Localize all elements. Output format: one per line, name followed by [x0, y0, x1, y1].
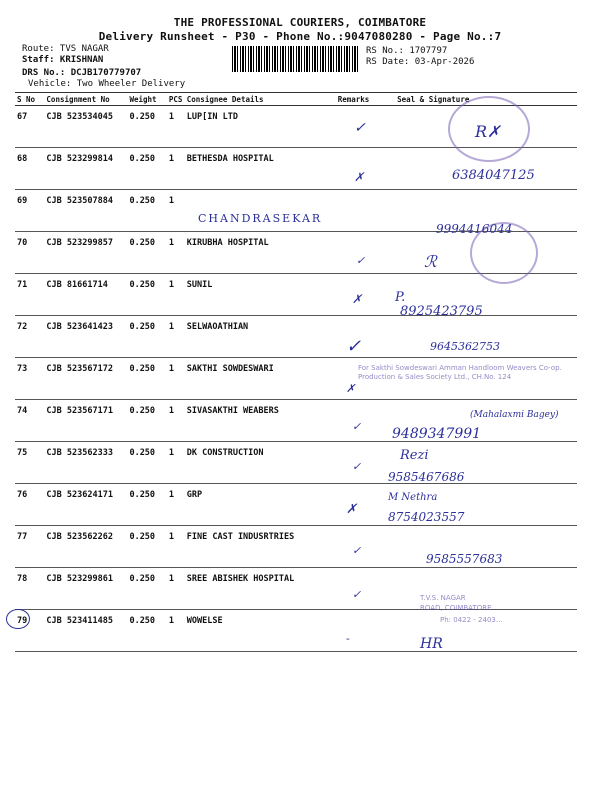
- sno: 76: [15, 484, 44, 526]
- col-remarks: Remarks: [336, 93, 379, 106]
- pcs: 1: [167, 442, 185, 484]
- consignment-no: CJB 523567171: [44, 400, 127, 442]
- sno: 75: [15, 442, 44, 484]
- weight: 0.250: [127, 610, 166, 652]
- pcs: 1: [167, 274, 185, 316]
- remark-mark: ✗: [346, 382, 356, 395]
- handwritten-phone-74: 9489347991: [392, 426, 482, 442]
- consignee: WOWELSE: [185, 610, 336, 652]
- col-pcs: PCS: [167, 93, 185, 106]
- col-consignee: Consignee Details: [185, 93, 336, 106]
- remark-mark: ✓: [352, 420, 362, 433]
- sno: 68: [15, 148, 44, 190]
- sno: 67: [15, 106, 44, 148]
- pcs: 1: [167, 484, 185, 526]
- handwritten-name-71: P.: [395, 290, 406, 305]
- route-label: Route: TVS NAGAR: [22, 44, 109, 54]
- handwritten-consignee-69: CHANDRASEKAR: [198, 212, 323, 225]
- consignment-no: CJB 523641423: [44, 316, 127, 358]
- weight: 0.250: [127, 358, 166, 400]
- pcs: 1: [167, 316, 185, 358]
- sno: 73: [15, 358, 44, 400]
- remark-mark: ✗: [354, 170, 365, 184]
- sno: 72: [15, 316, 44, 358]
- col-sno: S No: [15, 93, 44, 106]
- signature-scribble: R✗: [475, 122, 501, 141]
- consignment-no: CJB 523299861: [44, 568, 127, 610]
- remark-mark: ✓: [354, 120, 366, 136]
- consignee: SELWAOATHIAN: [185, 316, 336, 358]
- handwritten-phone-68: 6384047125: [452, 168, 535, 183]
- col-weight: Weight: [127, 93, 166, 106]
- consignee: LUP[IN LTD: [185, 106, 336, 148]
- consignment-no: CJB 523411485: [44, 610, 127, 652]
- sno: 78: [15, 568, 44, 610]
- consignee: BETHESDA HOSPITAL: [185, 148, 336, 190]
- consignee: FINE CAST INDUSRTRIES: [185, 526, 336, 568]
- pcs: 1: [167, 400, 185, 442]
- consignee: SIVASAKTHI WEABERS: [185, 400, 336, 442]
- consignment-no: CJB 81661714: [44, 274, 127, 316]
- remark-mark: ✗: [352, 292, 363, 306]
- rs-date: RS Date: 03-Apr-2026: [366, 57, 475, 67]
- weight: 0.250: [127, 400, 166, 442]
- sno: 69: [15, 190, 44, 232]
- col-signature: Seal & Signature: [379, 93, 577, 106]
- pcs: 1: [167, 148, 185, 190]
- pcs: 1: [167, 358, 185, 400]
- table-row: [15, 568, 577, 610]
- remarks: [336, 610, 379, 652]
- remark-mark: ✓: [352, 544, 362, 557]
- remark-mark: -: [346, 632, 350, 645]
- weight: 0.250: [127, 484, 166, 526]
- pcs: 1: [167, 106, 185, 148]
- pcs: 1: [167, 568, 185, 610]
- consignment-no: CJB 523562262: [44, 526, 127, 568]
- remarks: [336, 484, 379, 526]
- sno: 77: [15, 526, 44, 568]
- remark-mark: ✓: [352, 588, 362, 601]
- consignment-no: CJB 523299857: [44, 232, 127, 274]
- handwritten-phone-77: 9585557683: [426, 552, 503, 566]
- consignee: KIRUBHA HOSPITAL: [185, 232, 336, 274]
- consignee: [185, 190, 336, 232]
- shop-stamp-line2: ROAD, COIMBATORE: [420, 604, 492, 612]
- weight: 0.250: [127, 442, 166, 484]
- pcs: 1: [167, 610, 185, 652]
- col-consignment: Consignment No: [44, 93, 127, 106]
- remark-mark: ✓: [352, 460, 362, 473]
- remark-mark: ✓: [356, 254, 366, 267]
- remarks: [336, 190, 379, 232]
- pcs: 1: [167, 526, 185, 568]
- table-row: [15, 400, 577, 442]
- consignee: SAKTHI SOWDESWARI: [185, 358, 336, 400]
- weight: 0.250: [127, 190, 166, 232]
- company-title: THE PROFESSIONAL COURIERS, COIMBATORE: [173, 16, 427, 29]
- handwritten-phone-71: 8925423795: [400, 304, 483, 319]
- consignment-no: CJB 523562333: [44, 442, 127, 484]
- consignment-no: CJB 523507884: [44, 190, 127, 232]
- handwritten-name-75: Rezi: [400, 448, 429, 463]
- pcs: 1: [167, 232, 185, 274]
- consignee: SREE ABISHEK HOSPITAL: [185, 568, 336, 610]
- consignment-no: CJB 523624171: [44, 484, 127, 526]
- society-stamp: For Sakthi Sowdeswari Amman Handloom Weavers Co-op. Production & Sales Society Ltd., CH.No. 124: [358, 364, 562, 381]
- table-row: [15, 484, 577, 526]
- rs-number: RS No.: 1707797: [366, 46, 448, 56]
- weight: 0.250: [127, 526, 166, 568]
- runsheet-subtitle: Delivery Runsheet - P30 - Phone No.:9047080280 - Page No.:7: [98, 30, 502, 43]
- consignment-no: CJB 523534045: [44, 106, 127, 148]
- consignee: GRP: [185, 484, 336, 526]
- handwritten-initials-79: HR: [420, 636, 443, 652]
- handwritten-name-76: M Nethra: [388, 492, 438, 503]
- shop-stamp-phone: Ph: 0422 - 2403...: [440, 616, 503, 624]
- vehicle-label: Vehicle: Two Wheeler Delivery: [28, 79, 186, 89]
- drs-label: DRS No.: DCJB170779707: [22, 68, 142, 78]
- sno: 70: [15, 232, 44, 274]
- handwritten-phone-69: 9994416044: [436, 222, 513, 236]
- consignee: DK CONSTRUCTION: [185, 442, 336, 484]
- handwritten-phone-72: 9645362753: [430, 340, 500, 353]
- consignment-no: CJB 523299814: [44, 148, 127, 190]
- barcode: [232, 46, 358, 72]
- weight: 0.250: [127, 316, 166, 358]
- sno: 79: [15, 610, 44, 652]
- handwritten-phone-75: 9585467686: [388, 470, 465, 484]
- weight: 0.250: [127, 568, 166, 610]
- signature-scribble: ℛ: [424, 252, 437, 271]
- weight: 0.250: [127, 232, 166, 274]
- pcs: 1: [167, 190, 185, 232]
- consignment-no: CJB 523567172: [44, 358, 127, 400]
- shop-stamp-line1: T.V.S. NAGAR: [420, 594, 466, 602]
- weight: 0.250: [127, 274, 166, 316]
- remark-mark: ✗: [346, 502, 357, 517]
- row-79-circle-mark: [6, 609, 30, 629]
- handwritten-note-74: (Mahalaxmi Bagey): [470, 410, 559, 420]
- remarks: [336, 232, 379, 274]
- staff-label: Staff: KRISHNAN: [22, 55, 104, 65]
- consignee: SUNIL: [185, 274, 336, 316]
- table-row: [15, 442, 577, 484]
- sno: 71: [15, 274, 44, 316]
- weight: 0.250: [127, 106, 166, 148]
- weight: 0.250: [127, 148, 166, 190]
- remark-mark: ✓: [346, 336, 362, 357]
- handwritten-phone-76: 8754023557: [388, 510, 465, 524]
- sno: 74: [15, 400, 44, 442]
